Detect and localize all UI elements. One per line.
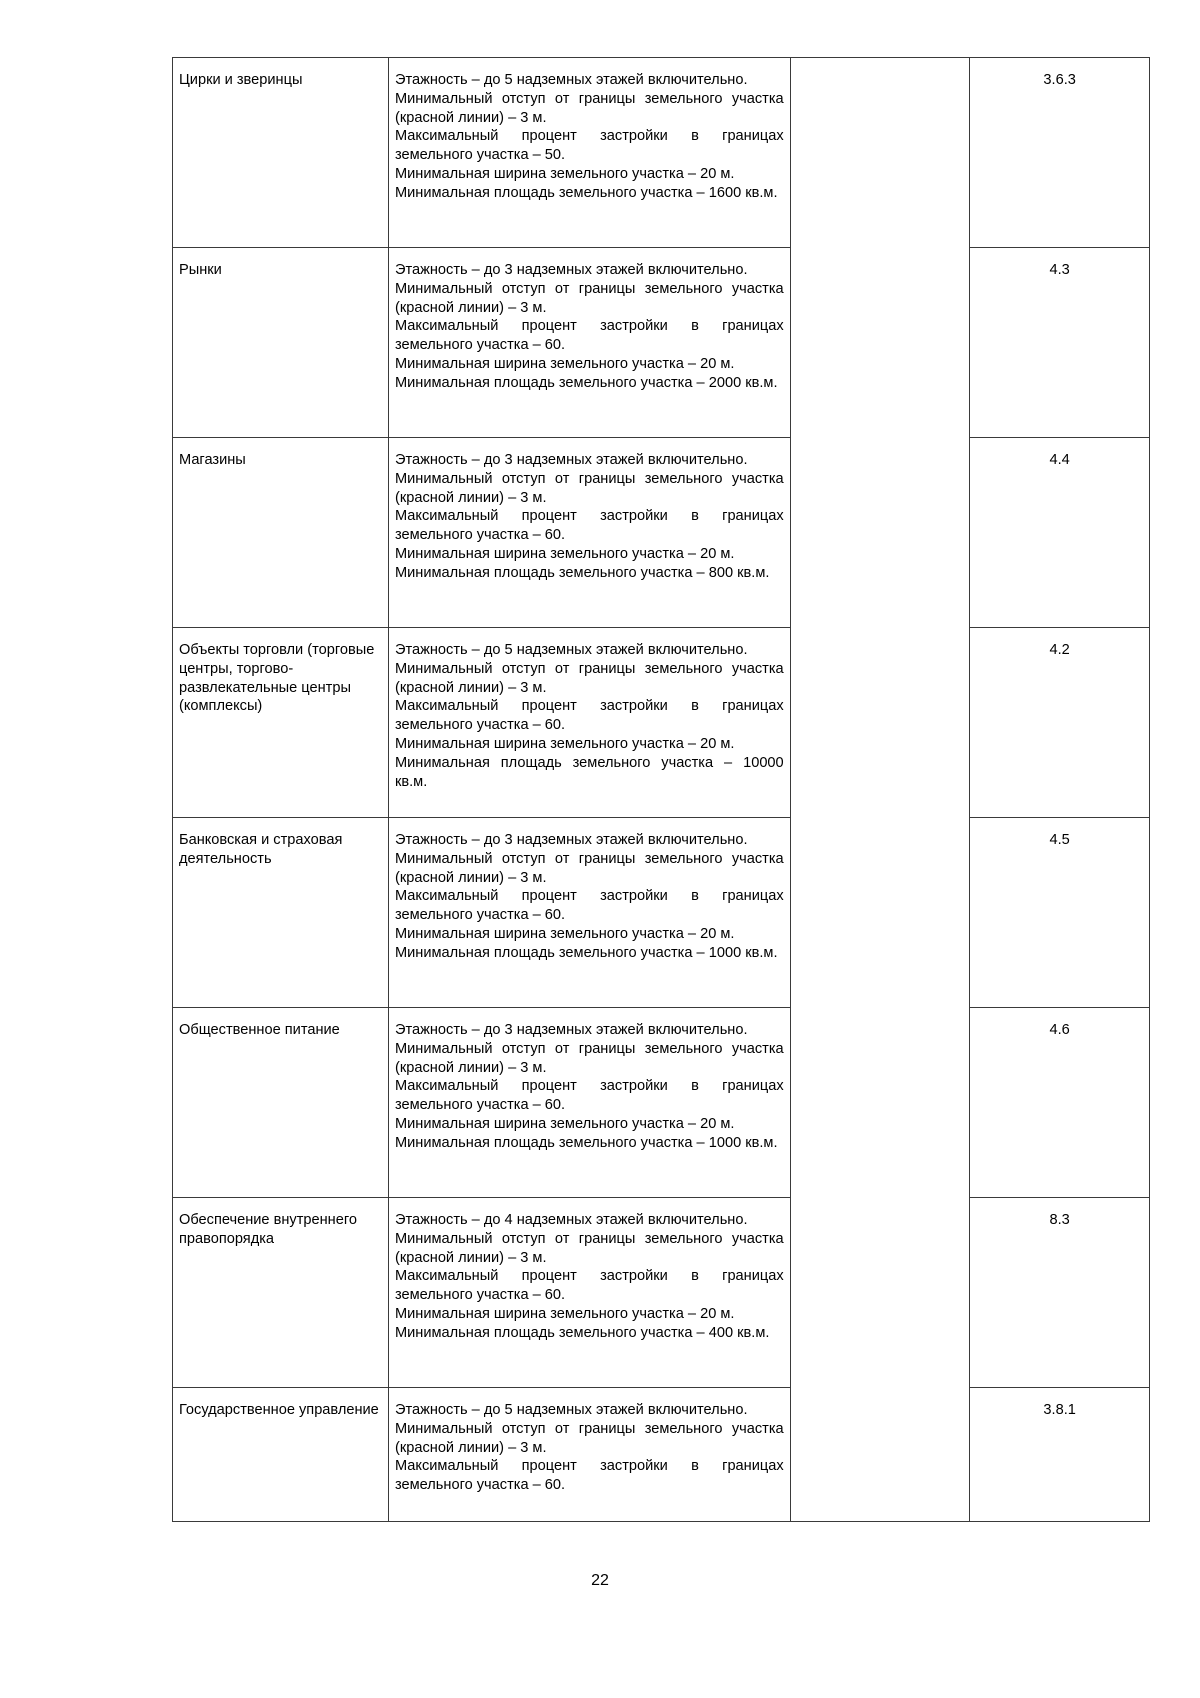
empty-cell bbox=[790, 1388, 970, 1522]
use-type-code: 4.5 bbox=[970, 818, 1150, 1008]
use-type-parameters bbox=[388, 818, 790, 1008]
use-type-name: Магазины bbox=[173, 438, 389, 628]
use-type-parameters bbox=[388, 438, 790, 628]
parameter-line: Минимальный отступ от границы земельного участка (красной линии) – 3 м. bbox=[394, 1420, 784, 1456]
table-row bbox=[173, 248, 1150, 438]
parameter-line: Максимальный процент застройки в границах земельного участка – 60. bbox=[394, 1268, 784, 1304]
land-use-table bbox=[172, 57, 1150, 1522]
parameter-line: Этажность – до 3 надземных этажей включительно. bbox=[394, 262, 748, 278]
parameter-line: Максимальный процент застройки в границах земельного участка – 60. bbox=[394, 508, 784, 544]
parameter-line: Минимальная площадь земельного участка – 1000 кв.м. bbox=[394, 944, 778, 961]
use-type-code: 4.6 bbox=[970, 1008, 1150, 1198]
parameter-line: Максимальный процент застройки в границах земельного участка – 60. bbox=[394, 318, 784, 354]
empty-cell bbox=[790, 1008, 970, 1198]
empty-cell bbox=[790, 628, 970, 818]
table-row bbox=[173, 818, 1150, 1008]
parameter-line: Максимальный процент застройки в границах земельного участка – 60. bbox=[394, 1458, 784, 1494]
parameter-line: Минимальная ширина земельного участка – 20 м. bbox=[394, 1115, 735, 1132]
parameter-line: Минимальный отступ от границы земельного участка (красной линии) – 3 м. bbox=[394, 850, 784, 886]
parameter-line: Этажность – до 4 надземных этажей включительно. bbox=[394, 1212, 748, 1228]
parameter-line: Минимальная ширина земельного участка – 20 м. bbox=[394, 925, 735, 942]
parameter-line: Минимальная ширина земельного участка – 20 м. bbox=[394, 545, 735, 562]
use-type-code: 4.4 bbox=[970, 438, 1150, 628]
parameter-line: Максимальный процент застройки в границах земельного участка – 60. bbox=[394, 888, 784, 924]
table-row bbox=[173, 628, 1150, 818]
empty-cell bbox=[790, 818, 970, 1008]
use-type-code: 3.8.1 bbox=[970, 1388, 1150, 1522]
empty-cell bbox=[790, 58, 970, 248]
parameter-line: Минимальная ширина земельного участка – 20 м. bbox=[394, 1305, 735, 1322]
empty-cell bbox=[790, 438, 970, 628]
use-type-parameters bbox=[388, 1008, 790, 1198]
use-type-parameters bbox=[388, 58, 790, 248]
parameter-line: Минимальный отступ от границы земельного участка (красной линии) – 3 м. bbox=[394, 1040, 784, 1076]
use-type-parameters bbox=[388, 1198, 790, 1388]
parameter-line: Максимальный процент застройки в границах земельного участка – 50. bbox=[394, 128, 784, 164]
parameter-line: Минимальная площадь земельного участка – 10000 кв.м. bbox=[394, 754, 784, 790]
parameter-line: Минимальная площадь земельного участка – 800 кв.м. bbox=[394, 564, 770, 581]
table-row bbox=[173, 1198, 1150, 1388]
use-type-parameters bbox=[388, 248, 790, 438]
parameter-line: Этажность – до 5 надземных этажей включительно. bbox=[394, 642, 748, 658]
empty-cell bbox=[790, 248, 970, 438]
use-type-name: Объекты торговли (торговые центры, торгово-развлекательные центры (комплексы) bbox=[173, 628, 389, 818]
use-type-code: 8.3 bbox=[970, 1198, 1150, 1388]
parameter-line: Минимальная ширина земельного участка – 20 м. bbox=[394, 355, 735, 372]
use-type-name: Банковская и страховая деятельность bbox=[173, 818, 389, 1008]
land-use-table-body bbox=[173, 58, 1150, 1522]
parameter-line: Минимальный отступ от границы земельного участка (красной линии) – 3 м. bbox=[394, 280, 784, 316]
empty-cell bbox=[790, 1198, 970, 1388]
use-type-name: Обеспечение внутреннего правопорядка bbox=[173, 1198, 389, 1388]
parameter-line: Минимальный отступ от границы земельного участка (красной линии) – 3 м. bbox=[394, 1230, 784, 1266]
parameter-line: Минимальный отступ от границы земельного участка (красной линии) – 3 м. bbox=[394, 470, 784, 506]
parameter-line: Этажность – до 5 надземных этажей включительно. bbox=[394, 1402, 748, 1418]
use-type-name: Государственное управление bbox=[173, 1388, 389, 1522]
use-type-name: Рынки bbox=[173, 248, 389, 438]
parameter-line: Минимальная площадь земельного участка – 2000 кв.м. bbox=[394, 374, 778, 391]
parameter-line: Минимальная площадь земельного участка – 1000 кв.м. bbox=[394, 1134, 778, 1151]
use-type-parameters bbox=[388, 628, 790, 818]
use-type-name: Цирки и зверинцы bbox=[173, 58, 389, 248]
use-type-name: Общественное питание bbox=[173, 1008, 389, 1198]
parameter-line: Этажность – до 3 надземных этажей включительно. bbox=[394, 452, 748, 468]
table-row bbox=[173, 438, 1150, 628]
parameter-line: Минимальная ширина земельного участка – 20 м. bbox=[394, 165, 735, 182]
use-type-code: 3.6.3 bbox=[970, 58, 1150, 248]
parameter-line: Минимальный отступ от границы земельного участка (красной линии) – 3 м. bbox=[394, 90, 784, 126]
use-type-code: 4.3 bbox=[970, 248, 1150, 438]
parameter-line: Максимальный процент застройки в границах земельного участка – 60. bbox=[394, 698, 784, 734]
parameter-line: Этажность – до 5 надземных этажей включительно. bbox=[394, 72, 748, 88]
table-row bbox=[173, 1388, 1150, 1522]
table-row bbox=[173, 58, 1150, 248]
parameter-line: Этажность – до 3 надземных этажей включительно. bbox=[394, 1022, 748, 1038]
parameter-line: Максимальный процент застройки в границах земельного участка – 60. bbox=[394, 1078, 784, 1114]
parameter-line: Минимальная площадь земельного участка – 400 кв.м. bbox=[394, 1324, 770, 1341]
parameter-line: Минимальная площадь земельного участка – 1600 кв.м. bbox=[394, 184, 778, 201]
use-type-code: 4.2 bbox=[970, 628, 1150, 818]
parameter-line: Минимальный отступ от границы земельного участка (красной линии) – 3 м. bbox=[394, 660, 784, 696]
parameter-line: Минимальная ширина земельного участка – 20 м. bbox=[394, 735, 735, 752]
parameter-line: Этажность – до 3 надземных этажей включительно. bbox=[394, 832, 748, 848]
page-number: 22 bbox=[591, 1572, 609, 1589]
table-row bbox=[173, 1008, 1150, 1198]
use-type-parameters bbox=[388, 1388, 790, 1522]
